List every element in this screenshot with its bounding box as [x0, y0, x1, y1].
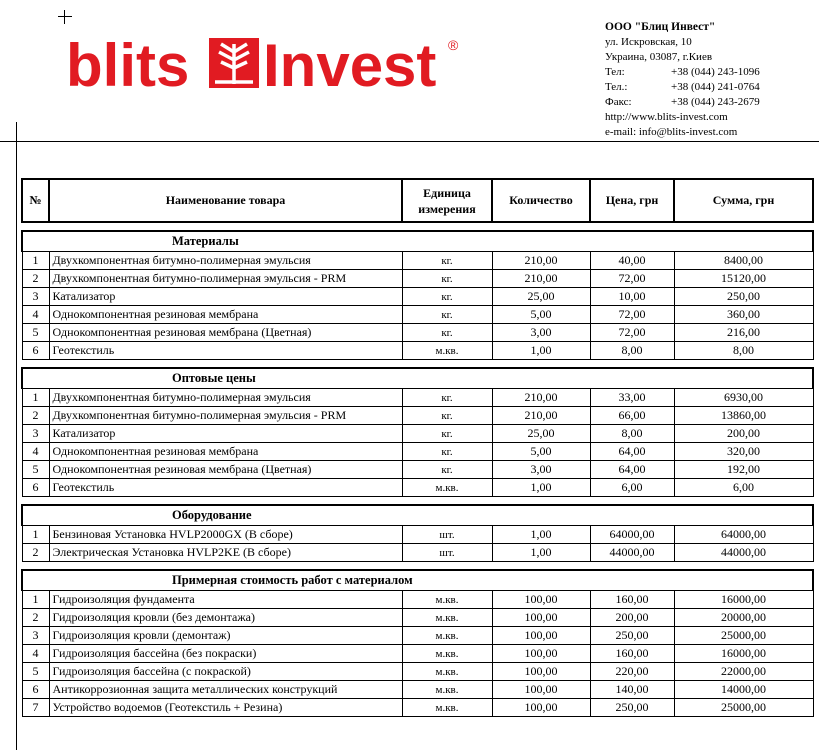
cell-quantity: 100,00 [492, 645, 590, 663]
header-divider [0, 141, 819, 142]
cell-sum: 216,00 [674, 324, 813, 342]
cell-name: Электрическая Установка HVLP2KE (В сборе) [49, 544, 402, 562]
cell-price: 10,00 [590, 288, 674, 306]
cell-sum: 8,00 [674, 342, 813, 360]
table-row [22, 627, 813, 645]
cell-sum: 16000,00 [674, 591, 813, 609]
cell-name: Устройство водоемов (Геотекстиль + Резина) [49, 699, 402, 717]
cell-price: 160,00 [590, 591, 674, 609]
cell-price: 160,00 [590, 645, 674, 663]
table-row [22, 591, 813, 609]
cell-unit: м.кв. [402, 627, 492, 645]
cell-quantity: 100,00 [492, 627, 590, 645]
cell-sum: 20000,00 [674, 609, 813, 627]
cell-sum: 15120,00 [674, 270, 813, 288]
table-row [22, 288, 813, 306]
section-spacer [22, 497, 813, 506]
company-email[interactable]: e-mail: info@blits-invest.com [605, 126, 738, 138]
cell-unit: кг. [402, 252, 492, 270]
table-row [22, 645, 813, 663]
cell-number: 2 [22, 407, 49, 425]
cell-unit: шт. [402, 544, 492, 562]
cell-price: 200,00 [590, 609, 674, 627]
cell-name: Гидроизоляция фундамента [49, 591, 402, 609]
table-row [22, 252, 813, 270]
cell-number: 3 [22, 425, 49, 443]
cell-unit: кг. [402, 425, 492, 443]
cell-unit: м.кв. [402, 479, 492, 497]
cell-quantity: 210,00 [492, 407, 590, 425]
cell-quantity: 25,00 [492, 288, 590, 306]
cell-name: Однокомпонентная резиновая мембрана (Цветная) [49, 324, 402, 342]
cell-number: 4 [22, 306, 49, 324]
cell-number: 4 [22, 443, 49, 461]
cell-name: Гидроизоляция кровли (демонтаж) [49, 627, 402, 645]
cell-price: 64000,00 [590, 526, 674, 544]
phone-label: Тел.: [605, 81, 628, 93]
table-row [22, 407, 813, 425]
cell-name: Однокомпонентная резиновая мембрана [49, 306, 402, 324]
cell-number: 1 [22, 526, 49, 544]
cell-quantity: 3,00 [492, 324, 590, 342]
section-spacer [22, 222, 813, 231]
cell-name: Гидроизоляция кровли (без демонтажа) [49, 609, 402, 627]
header-sum: Сумма, грн [674, 179, 813, 222]
cell-number: 1 [22, 389, 49, 407]
cell-price: 64,00 [590, 461, 674, 479]
price-table [21, 178, 814, 717]
cell-price: 250,00 [590, 627, 674, 645]
logo-text-right: Invest [263, 32, 437, 96]
section-title: Примерная стоимость работ с материалом [172, 573, 413, 587]
cell-number: 5 [22, 461, 49, 479]
cell-quantity: 100,00 [492, 681, 590, 699]
cell-unit: м.кв. [402, 663, 492, 681]
section-header-row [22, 505, 813, 526]
cell-price: 6,00 [590, 479, 674, 497]
cell-name: Гидроизоляция бассейна (с покраской) [49, 663, 402, 681]
table-row [22, 306, 813, 324]
header-name: Наименование товара [49, 179, 402, 222]
cell-number: 2 [22, 270, 49, 288]
header-unit: Единица измерения [402, 179, 492, 222]
company-address-street: ул. Искровская, 10 [605, 36, 692, 48]
cell-unit: кг. [402, 288, 492, 306]
cell-name: Двухкомпонентная битумно-полимерная эмульсия - PRM [49, 407, 402, 425]
cell-price: 64,00 [590, 443, 674, 461]
cell-sum: 64000,00 [674, 526, 813, 544]
cell-sum: 16000,00 [674, 645, 813, 663]
cell-unit: кг. [402, 407, 492, 425]
margin-line [16, 122, 17, 750]
cell-price: 72,00 [590, 324, 674, 342]
cell-number: 4 [22, 645, 49, 663]
cell-sum: 44000,00 [674, 544, 813, 562]
cell-number: 7 [22, 699, 49, 717]
cell-sum: 13860,00 [674, 407, 813, 425]
section-header-row [22, 570, 813, 591]
cell-quantity: 3,00 [492, 461, 590, 479]
cell-name: Двухкомпонентная битумно-полимерная эмульсия - PRM [49, 270, 402, 288]
cell-name: Геотекстиль [49, 342, 402, 360]
cell-sum: 6930,00 [674, 389, 813, 407]
cell-sum: 192,00 [674, 461, 813, 479]
header-number: № [22, 179, 49, 222]
logo-registered-mark: ® [448, 37, 459, 53]
company-info [605, 20, 760, 140]
cell-number: 2 [22, 544, 49, 562]
cell-price: 220,00 [590, 663, 674, 681]
fax-label: Факс: [605, 96, 632, 108]
section-title: Оборудование [172, 508, 252, 522]
cell-number: 2 [22, 609, 49, 627]
cell-name: Антикоррозионная защита металлических конструкций [49, 681, 402, 699]
cell-name: Двухкомпонентная битумно-полимерная эмульсия [49, 252, 402, 270]
table-row [22, 443, 813, 461]
cell-name: Однокомпонентная резиновая мембрана (Цветная) [49, 461, 402, 479]
cell-number: 6 [22, 342, 49, 360]
cell-unit: м.кв. [402, 591, 492, 609]
cell-quantity: 1,00 [492, 526, 590, 544]
cell-quantity: 100,00 [492, 609, 590, 627]
table-row [22, 479, 813, 497]
cell-quantity: 100,00 [492, 699, 590, 717]
cell-quantity: 1,00 [492, 479, 590, 497]
cell-sum: 25000,00 [674, 627, 813, 645]
cell-unit: м.кв. [402, 609, 492, 627]
cell-name: Гидроизоляция бассейна (без покраски) [49, 645, 402, 663]
cell-unit: шт. [402, 526, 492, 544]
table-row [22, 663, 813, 681]
cell-number: 5 [22, 663, 49, 681]
table-row [22, 699, 813, 717]
cell-price: 140,00 [590, 681, 674, 699]
cell-name: Двухкомпонентная битумно-полимерная эмульсия [49, 389, 402, 407]
phone-row [605, 80, 760, 95]
cell-unit: кг. [402, 389, 492, 407]
cell-sum: 22000,00 [674, 663, 813, 681]
cell-sum: 6,00 [674, 479, 813, 497]
company-name: ООО "Блиц Инвест" [605, 21, 716, 33]
cell-number: 3 [22, 627, 49, 645]
table-row [22, 425, 813, 443]
cell-sum: 250,00 [674, 288, 813, 306]
table-row [22, 681, 813, 699]
cell-price: 250,00 [590, 699, 674, 717]
cell-sum: 320,00 [674, 443, 813, 461]
table-row [22, 324, 813, 342]
cell-sum: 200,00 [674, 425, 813, 443]
table-row [22, 389, 813, 407]
cell-unit: м.кв. [402, 645, 492, 663]
cell-quantity: 210,00 [492, 252, 590, 270]
cell-unit: м.кв. [402, 699, 492, 717]
cell-unit: кг. [402, 270, 492, 288]
cell-quantity: 1,00 [492, 342, 590, 360]
cell-sum: 8400,00 [674, 252, 813, 270]
cell-name: Катализатор [49, 288, 402, 306]
phone-row [605, 65, 760, 80]
table-row [22, 461, 813, 479]
cell-price: 8,00 [590, 342, 674, 360]
cell-quantity: 210,00 [492, 389, 590, 407]
table-body [22, 222, 813, 717]
section-title: Оптовые цены [172, 371, 256, 385]
cell-number: 3 [22, 288, 49, 306]
cell-unit: м.кв. [402, 681, 492, 699]
cell-unit: м.кв. [402, 342, 492, 360]
cell-number: 1 [22, 252, 49, 270]
table-row [22, 270, 813, 288]
section-title: Материалы [172, 234, 239, 248]
table-row [22, 342, 813, 360]
cell-unit: кг. [402, 324, 492, 342]
cell-price: 44000,00 [590, 544, 674, 562]
logo-text-left: blits [66, 32, 190, 96]
cell-price: 66,00 [590, 407, 674, 425]
cell-price: 40,00 [590, 252, 674, 270]
cell-number: 1 [22, 591, 49, 609]
company-address-city: Украина, 03087, г.Киев [605, 51, 713, 63]
section-spacer [22, 562, 813, 571]
cell-sum: 25000,00 [674, 699, 813, 717]
cell-number: 5 [22, 324, 49, 342]
header-quantity: Количество [492, 179, 590, 222]
cell-number: 6 [22, 479, 49, 497]
cell-quantity: 100,00 [492, 663, 590, 681]
phone-value: +38 (044) 241-0764 [671, 81, 760, 93]
cell-price: 33,00 [590, 389, 674, 407]
cell-unit: кг. [402, 461, 492, 479]
crosshair-cursor-icon [58, 10, 72, 24]
cell-quantity: 210,00 [492, 270, 590, 288]
cell-name: Бензиновая Установка HVLP2000GX (В сборе) [49, 526, 402, 544]
section-header-row [22, 368, 813, 389]
cell-price: 8,00 [590, 425, 674, 443]
header-price: Цена, грн [590, 179, 674, 222]
cell-quantity: 5,00 [492, 443, 590, 461]
cell-name: Геотекстиль [49, 479, 402, 497]
table-row [22, 544, 813, 562]
cell-unit: кг. [402, 443, 492, 461]
table-row [22, 526, 813, 544]
logo-emblem-icon [209, 38, 259, 88]
fax-value: +38 (044) 243-2679 [671, 96, 760, 108]
section-spacer [22, 360, 813, 369]
cell-quantity: 100,00 [492, 591, 590, 609]
phone-label: Тел: [605, 66, 625, 78]
table-header-row [22, 179, 813, 222]
cell-unit: кг. [402, 306, 492, 324]
cell-quantity: 25,00 [492, 425, 590, 443]
fax-row [605, 95, 760, 110]
phone-value: +38 (044) 243-1096 [671, 66, 760, 78]
cell-quantity: 5,00 [492, 306, 590, 324]
cell-price: 72,00 [590, 270, 674, 288]
section-header-row [22, 231, 813, 252]
cell-number: 6 [22, 681, 49, 699]
cell-quantity: 1,00 [492, 544, 590, 562]
cell-name: Катализатор [49, 425, 402, 443]
cell-name: Однокомпонентная резиновая мембрана [49, 443, 402, 461]
cell-sum: 360,00 [674, 306, 813, 324]
table-row [22, 609, 813, 627]
blits-invest-logo [66, 30, 476, 96]
company-website[interactable]: http://www.blits-invest.com [605, 111, 728, 123]
cell-sum: 14000,00 [674, 681, 813, 699]
cell-price: 72,00 [590, 306, 674, 324]
